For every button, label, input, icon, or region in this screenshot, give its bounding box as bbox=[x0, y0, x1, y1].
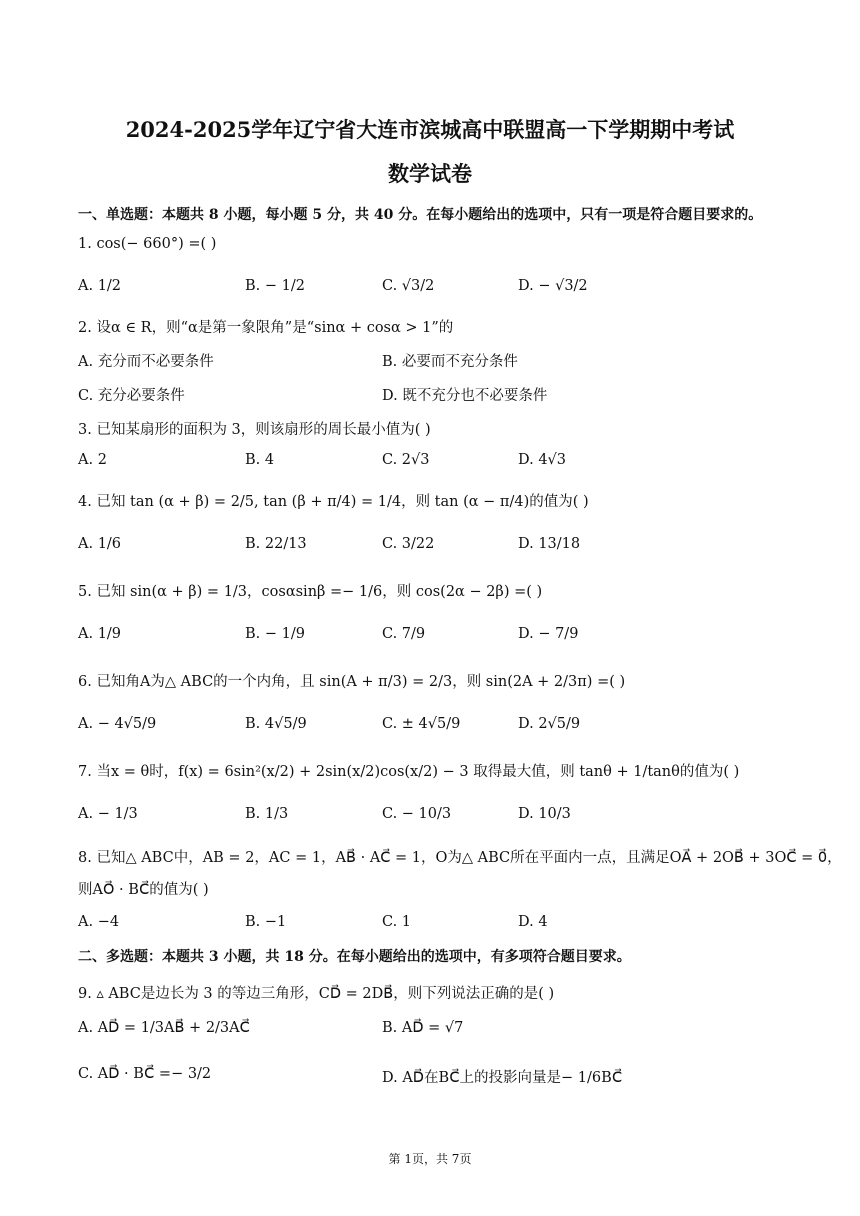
q9-option-a: A. AD⃗ = 1/3AB⃗ + 2/3AC⃗ bbox=[78, 1020, 250, 1036]
question-4: 4. 已知 tan (α + β) = 2/5, tan (β + π/4) = 1/4，则 tan (α − π/4)的值为( ) bbox=[78, 494, 589, 510]
q6-option-c: C. ± 4√5/9 bbox=[382, 716, 461, 732]
q2-option-b: B. 必要而不充分条件 bbox=[382, 354, 518, 370]
q4-option-d: D. 13/18 bbox=[518, 536, 581, 552]
q4-option-b: B. 22/13 bbox=[245, 536, 307, 552]
page-subtitle: 数学试卷 bbox=[388, 161, 472, 186]
q7-option-c: C. − 10/3 bbox=[382, 806, 452, 822]
q5-option-d: D. − 7/9 bbox=[518, 626, 579, 642]
question-1: 1. cos(− 660°) =( ) bbox=[78, 236, 217, 252]
q1-option-a: A. 1/2 bbox=[78, 278, 122, 294]
q4-option-c: C. 3/22 bbox=[382, 536, 435, 552]
q1-option-d: D. − √3/2 bbox=[518, 278, 588, 294]
page-title: 2024-2025学年辽宁省大连市滨城高中联盟高一下学期期中考试 bbox=[125, 117, 735, 142]
section-single-choice: 一、单选题：本题共 8 小题，每小题 5 分，共 40 分。在每小题给出的选项中，只有一项是符合题目要求的。 bbox=[78, 207, 763, 223]
q6-option-d: D. 2√5/9 bbox=[518, 716, 581, 732]
q6-option-b: B. 4√5/9 bbox=[245, 716, 307, 732]
q5-option-c: C. 7/9 bbox=[382, 626, 426, 642]
question-7: 7. 当x = θ时，f(x) = 6sin²(x/2) + 2sin(x/2)cos(x/2) − 3 取得最大值，则 tanθ + 1/tanθ的值为( ) bbox=[78, 764, 740, 780]
q1-option-b: B. − 1/2 bbox=[245, 278, 305, 294]
q9-option-c: C. AD⃗ · BC⃗ =− 3/2 bbox=[78, 1066, 212, 1082]
question-9: 9. ▵ ABC是边长为 3 的等边三角形，CD⃗ = 2DB⃗，则下列说法正确的是( ) bbox=[78, 986, 555, 1002]
q2-option-c: C. 充分必要条件 bbox=[78, 388, 185, 404]
question-8-continued: 则AO⃗ · BC⃗的值为( ) bbox=[78, 882, 209, 898]
q7-option-d: D. 10/3 bbox=[518, 806, 571, 822]
q9-option-b: B. AD⃗ = √7 bbox=[382, 1020, 464, 1036]
q7-option-b: B. 1/3 bbox=[245, 806, 289, 822]
question-8: 8. 已知△ ABC中，AB = 2，AC = 1，AB⃗ · AC⃗ = 1，O为△ ABC所在平面内一点，且满足OA⃗ + 2OB⃗ + 3OC⃗ = 0⃗， bbox=[78, 850, 842, 866]
q3-option-a: A. 2 bbox=[78, 452, 107, 468]
question-3: 3. 已知某扇形的面积为 3，则该扇形的周长最小值为( ) bbox=[78, 422, 431, 438]
q1-option-c: C. √3/2 bbox=[382, 278, 435, 294]
q8-option-c: C. 1 bbox=[382, 914, 412, 930]
question-2: 2. 设α ∈ R，则“α是第一象限角”是“sinα + cosα > 1”的 bbox=[78, 320, 454, 336]
q5-option-a: A. 1/9 bbox=[78, 626, 122, 642]
q9-option-d: D. AD⃗在BC⃗上的投影向量是− 1/6BC⃗ bbox=[382, 1070, 623, 1086]
q6-option-a: A. − 4√5/9 bbox=[78, 716, 157, 732]
q3-option-b: B. 4 bbox=[245, 452, 275, 468]
page-footer: 第 1页，共 7页 bbox=[388, 1152, 472, 1166]
q4-option-a: A. 1/6 bbox=[78, 536, 122, 552]
q8-option-b: B. −1 bbox=[245, 914, 287, 930]
q2-option-a: A. 充分而不必要条件 bbox=[78, 354, 214, 370]
question-6: 6. 已知角A为△ ABC的一个内角，且 sin(A + π/3) = 2/3，则 sin(2A + 2/3π) =( ) bbox=[78, 674, 626, 690]
q5-option-b: B. − 1/9 bbox=[245, 626, 305, 642]
q3-option-c: C. 2√3 bbox=[382, 452, 430, 468]
question-5: 5. 已知 sin(α + β) = 1/3，cosαsinβ =− 1/6，则 cos(2α − 2β) =( ) bbox=[78, 584, 543, 600]
q8-option-a: A. −4 bbox=[78, 914, 120, 930]
section-multiple-choice: 二、多选题：本题共 3 小题，共 18 分。在每小题给出的选项中，有多项符合题目要求。 bbox=[78, 949, 631, 965]
q3-option-d: D. 4√3 bbox=[518, 452, 567, 468]
q8-option-d: D. 4 bbox=[518, 914, 548, 930]
q2-option-d: D. 既不充分也不必要条件 bbox=[382, 388, 548, 404]
q7-option-a: A. − 1/3 bbox=[78, 806, 138, 822]
